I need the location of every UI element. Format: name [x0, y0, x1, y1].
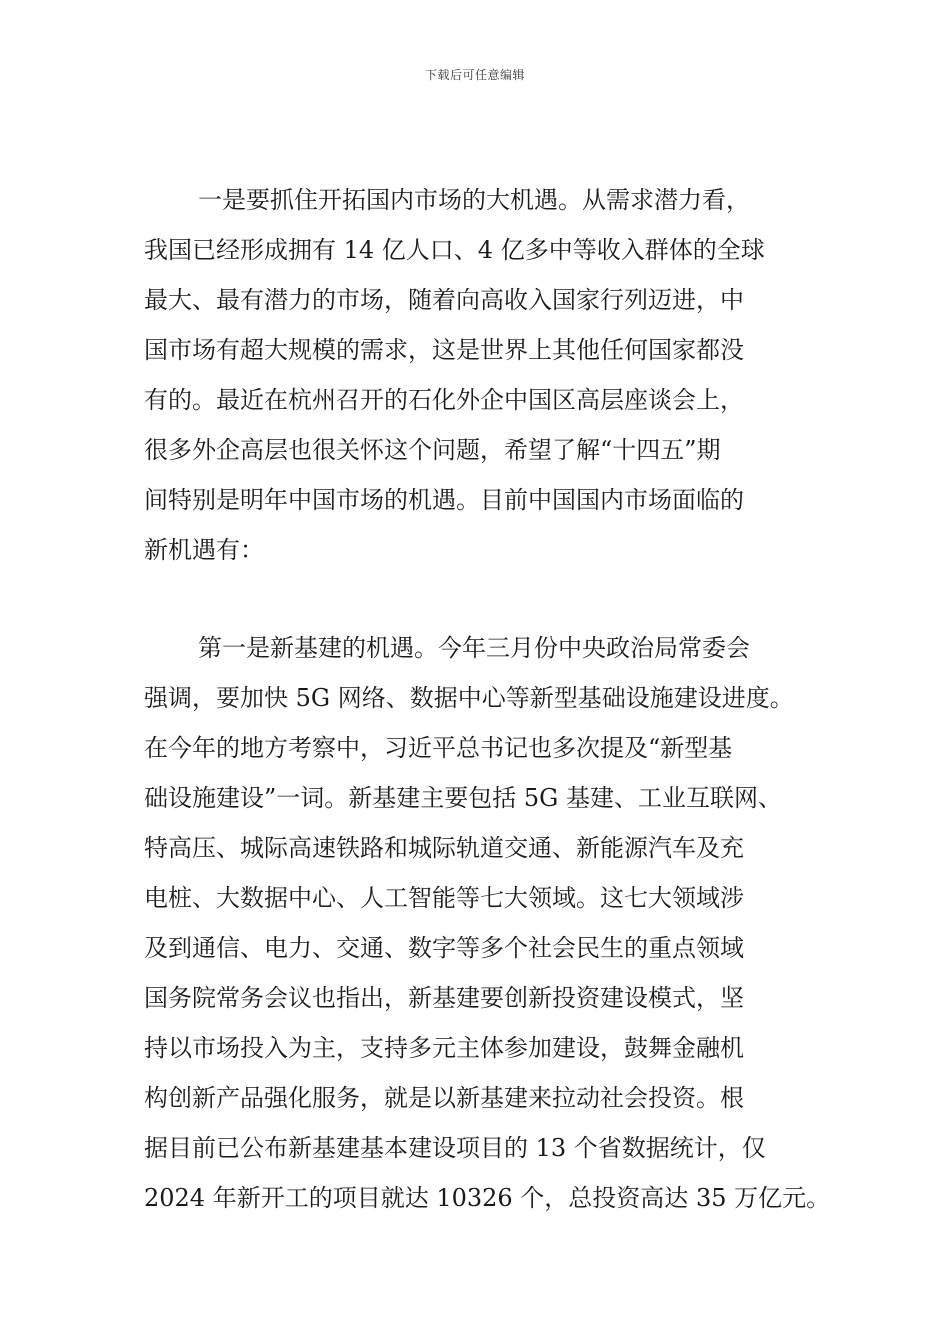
document-body: [0, 178, 950, 1226]
text-line: 第一是新基建的机遇。今年三月份中央政治局常委会: [198, 634, 750, 662]
paragraph-spacer: [0, 578, 950, 626]
text-line: 据目前已公布新基建基本建设项目的 13 个省数据统计，仅: [144, 1134, 766, 1162]
text-line: 最大、最有潜力的市场，随着向高收入国家行列迈进，中: [144, 286, 744, 314]
text-line: 新机遇有：: [144, 536, 264, 564]
text-line: 我国已经形成拥有 14 亿人口、4 亿多中等收入群体的全球: [144, 236, 765, 264]
text-line: 持以市场投入为主，支持多元主体参加建设，鼓舞金融机: [144, 1034, 744, 1062]
text-line: 电桩、大数据中心、人工智能等七大领域。这七大领域涉: [144, 884, 744, 912]
text-line: 强调，要加快 5G 网络、数据中心等新型基础设施建设进度。: [144, 684, 794, 712]
text-line: 国市场有超大规模的需求，这是世界上其他任何国家都没: [144, 336, 744, 364]
text-line: 国务院常务会议也指出，新基建要创新投资建设模式，坚: [144, 984, 744, 1012]
text-line: 构创新产品强化服务，就是以新基建来拉动社会投资。根: [144, 1084, 744, 1112]
text-line: 及到通信、电力、交通、数字等多个社会民生的重点领域: [144, 934, 744, 962]
text-line: 础设施建设”一词。新基建主要包括 5G 基建、工业互联网、: [144, 784, 782, 812]
text-line: 一是要抓住开拓国内市场的大机遇。从需求潜力看，: [198, 186, 750, 214]
text-line: 很多外企高层也很关怀这个问题，希望了解“十四五”期: [144, 436, 721, 464]
paragraph-opportunity-intro: [0, 178, 950, 578]
text-line: 特高压、城际高速铁路和城际轨道交通、新能源汽车及充: [144, 834, 744, 862]
paragraph-new-infrastructure: [0, 626, 950, 1226]
page-header: 下载后可任意编辑: [424, 68, 525, 82]
text-line: 间特别是明年中国市场的机遇。目前中国国内市场面临的: [144, 486, 744, 514]
text-line: 有的。最近在杭州召开的石化外企中国区高层座谈会上，: [144, 386, 744, 414]
text-line: 2024 年新开工的项目就达 10326 个，总投资高达 35 万亿元。: [144, 1184, 831, 1212]
text-line: 在今年的地方考察中，习近平总书记也多次提及“新型基: [144, 734, 733, 762]
